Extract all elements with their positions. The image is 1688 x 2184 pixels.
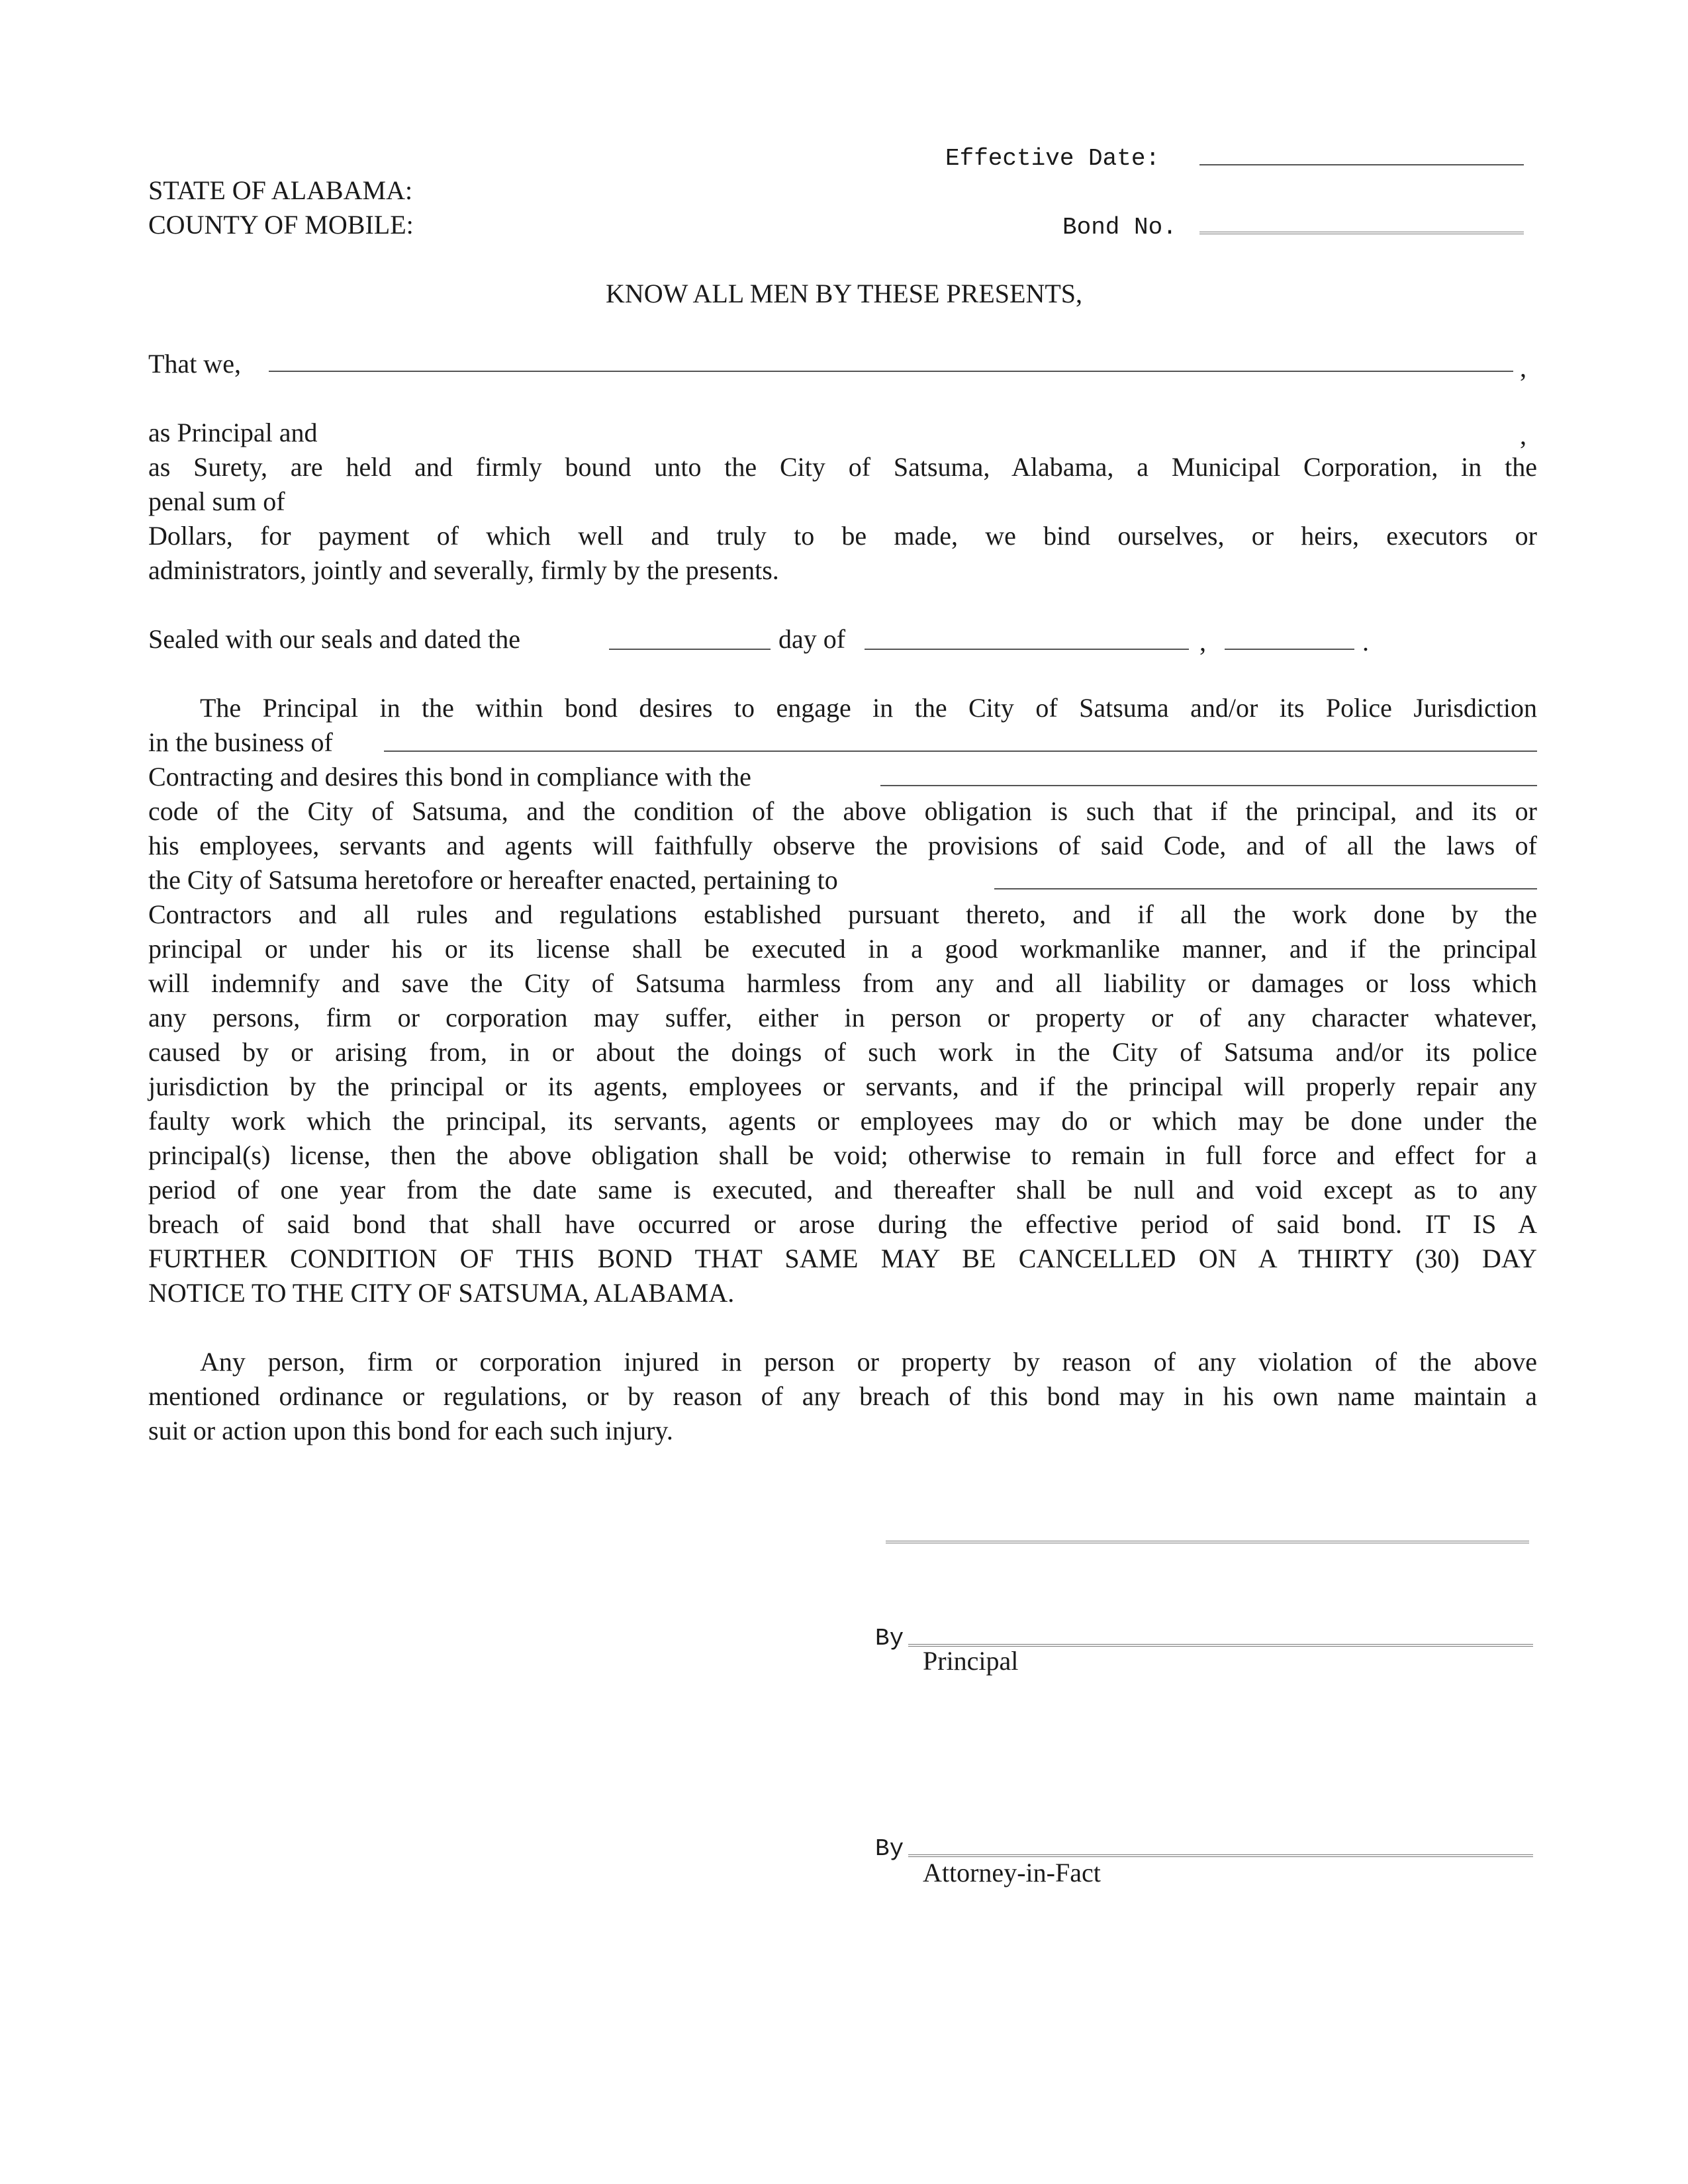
body-line-3: Contracting and desires this bond in compliance with the [148, 762, 751, 792]
dollars-line: Dollars, for payment of which well and truly to be made, we bind ourselves, or heirs, executors or [148, 521, 1537, 551]
body-line-9: will indemnify and save the City of Satsuma harmless from any and all liability or damages or loss which [148, 968, 1537, 998]
body-line-15: period of one year from the date same is executed, and thereafter shall be null and void except as to any [148, 1175, 1537, 1205]
body-line-8: principal or under his or its license shall be executed in a good workmanlike manner, and if the principal [148, 934, 1537, 964]
body-line-4: code of the City of Satsuma, and the condition of the above obligation is such that if the principal, and its or [148, 796, 1537, 826]
month-field[interactable] [865, 649, 1189, 650]
body-line-5: his employees, servants and agents will faithfully observe the provisions of said Code, and of all the laws of [148, 831, 1537, 860]
principal-name-field[interactable] [269, 371, 1513, 372]
pertaining-to-field[interactable] [994, 888, 1537, 889]
body-line-2: in the business of [148, 727, 333, 757]
sealed-label: Sealed with our seals and dated the [148, 624, 521, 654]
body-line-11: caused by or arising from, in or about the doings of such work in the City of Satsuma and/or its police [148, 1037, 1537, 1067]
company-signature-line[interactable] [886, 1541, 1529, 1543]
body-line-7: Contractors and all rules and regulations established pursuant thereto, and if all the work done by the [148, 899, 1537, 929]
body-line-16: breach of said bond that shall have occurred or arose during the effective period of said bond. IT IS A [148, 1209, 1537, 1239]
closing-line-1: Any person, firm or corporation injured in person or property by reason of any violation of the above [200, 1347, 1537, 1377]
body-line-6: the City of Satsuma heretofore or hereafter enacted, pertaining to [148, 865, 838, 895]
body-line-10: any persons, firm or corporation may suffer, either in person or property or of any character whatever, [148, 1003, 1537, 1032]
body-line-1: The Principal in the within bond desires to engage in the City of Satsuma and/or its Police Jurisdiction [200, 693, 1537, 723]
body-line-14: principal(s) license, then the above obligation shall be void; otherwise to remain in full force and effect for a [148, 1140, 1537, 1170]
state-label: STATE OF ALABAMA: [148, 175, 413, 205]
by-label-principal: By [875, 1625, 904, 1652]
comma: , [1520, 420, 1526, 450]
body-line-18: NOTICE TO THE CITY OF SATSUMA, ALABAMA. [148, 1278, 735, 1308]
bond-no-label: Bond No. [1062, 214, 1177, 241]
year-field[interactable] [1225, 649, 1354, 650]
principal-label: Principal [923, 1646, 1019, 1676]
body-line-13: faulty work which the principal, its servants, agents or employees may do or which may be done under the [148, 1106, 1537, 1136]
document-title: KNOW ALL MEN BY THESE PRESENTS, [605, 279, 1083, 308]
penal-sum-label: penal sum of [148, 486, 285, 516]
day-field[interactable] [609, 649, 771, 650]
period: . [1362, 627, 1369, 657]
effective-date-field[interactable] [1199, 164, 1524, 165]
administrators-line: administrators, jointly and severally, firmly by the presents. [148, 555, 779, 585]
county-label: COUNTY OF MOBILE: [148, 210, 414, 240]
effective-date-label: Effective Date: [945, 145, 1160, 172]
closing-line-2: mentioned ordinance or regulations, or by reason of any breach of this bond may in his own name maintain a [148, 1381, 1537, 1411]
as-principal-label: as Principal and [148, 418, 318, 447]
by-label-attorney: By [875, 1835, 904, 1862]
bond-no-field[interactable] [1199, 232, 1524, 234]
surety-line: as Surety, are held and firmly bound unto the City of Satsuma, Alabama, a Municipal Corporation, in the [148, 452, 1537, 482]
comma: , [1520, 353, 1526, 383]
that-we-label: That we, [148, 349, 241, 379]
body-line-12: jurisdiction by the principal or its agents, employees or servants, and if the principal will properly repair any [148, 1071, 1537, 1101]
business-type-field[interactable] [384, 751, 1537, 752]
attorney-in-fact-label: Attorney-in-Fact [923, 1858, 1101, 1888]
day-of-label: day of [778, 624, 846, 654]
code-compliance-field[interactable] [880, 785, 1537, 786]
closing-line-3: suit or action upon this bond for each such injury. [148, 1416, 673, 1445]
comma: , [1199, 627, 1206, 657]
body-line-17: FURTHER CONDITION OF THIS BOND THAT SAME MAY BE CANCELLED ON A THIRTY (30) DAY [148, 1244, 1537, 1273]
